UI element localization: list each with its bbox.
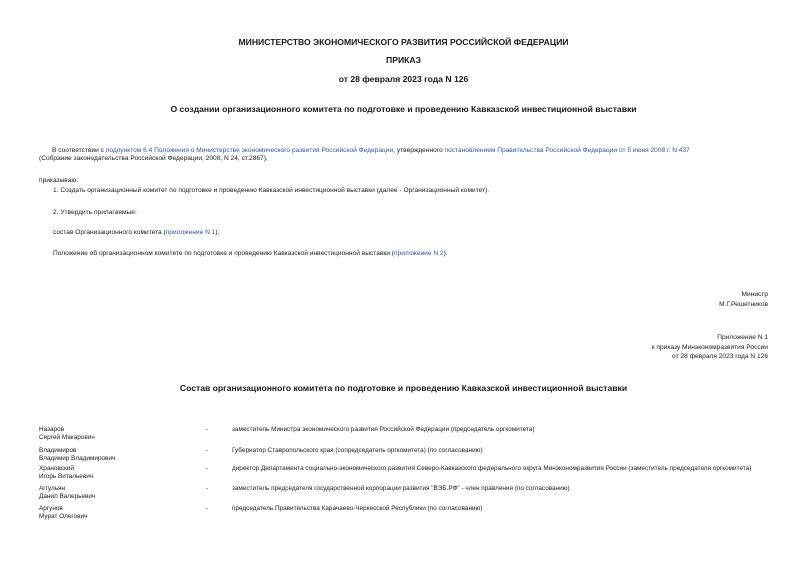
- member-name: [39, 505, 199, 521]
- member-dash: -: [206, 447, 209, 454]
- appendix-reference: к приказу Минэкономразвития России: [651, 344, 768, 351]
- member-name: [39, 426, 199, 442]
- member-role: заместитель председателя государственной корпорации развития "ВЭБ.РФ" - член правления (по согласованию): [232, 485, 570, 492]
- decree-link[interactable]: постановлением Правительства Российской Федерации от 5 июня 2008 г. N 437: [444, 147, 690, 154]
- member-given-name: Сергей Макарович: [39, 434, 95, 441]
- document-subject: О создании организационного комитета по подготовке и проведению Кавказской инвестиционной выставки: [170, 104, 637, 114]
- member-role: директор Департамента социально-экономического развития Северо-Кавказского федерального округа Минэкономразвития России (заместитель председателя оргкомитета): [232, 465, 752, 472]
- member-dash: -: [206, 505, 209, 512]
- appendix-label: Приложение N 1: [717, 334, 768, 341]
- member-given-name: Игорь Витальевич: [39, 473, 94, 480]
- member-surname: Владимиров: [39, 447, 77, 454]
- sub-item-2: [53, 250, 448, 258]
- preamble-text: (Собрание законодательства Российской Федерации, 2008, N 24, ст.2867),: [39, 155, 268, 163]
- regulation-link[interactable]: подпунктом 6.4 Положения о Министерстве экономического развития Российской Федерации: [105, 147, 394, 154]
- sub-item-text: );: [215, 229, 220, 236]
- sub-item-text: ).: [443, 250, 448, 257]
- member-role: председатель Правительства Карачаево-Черкесской Республики (по согласованию): [232, 505, 483, 512]
- order-item-2: 2. Утвердить прилагаемые:: [53, 209, 137, 216]
- signature-title: Министр: [741, 291, 768, 298]
- preamble: [39, 147, 769, 164]
- member-given-name: Мурат Олегович: [39, 513, 88, 520]
- member-surname: Назаров: [39, 426, 65, 433]
- appendix-1-link[interactable]: приложение N 1: [165, 229, 216, 236]
- preamble-text: В соответствии с: [52, 147, 106, 154]
- member-surname: Храновский: [39, 465, 74, 472]
- ministry-heading: МИНИСТЕРСТВО ЭКОНОМИЧЕСКОГО РАЗВИТИЯ РОССИЙСКОЙ ФЕДЕРАЦИИ: [238, 37, 569, 47]
- appendix-2-link[interactable]: приложение N 2: [394, 250, 444, 257]
- sub-item-text: состав Организационного комитета (: [53, 229, 166, 236]
- member-name: [39, 465, 199, 481]
- member-given-name: Владимир Владимирович: [39, 455, 116, 462]
- member-name: [39, 485, 199, 501]
- member-dash: -: [206, 426, 209, 433]
- order-word: приказываю:: [39, 177, 79, 184]
- signature-name: М.Г.Решетников: [719, 301, 768, 308]
- member-role: Губернатор Ставропольского края (сопредседатель оргкомитета) (по согласованию): [232, 447, 483, 454]
- appendix-date: от 28 февраля 2023 года N 126: [672, 353, 768, 360]
- preamble-text: , утвержденного: [393, 147, 445, 154]
- document-type: ПРИКАЗ: [386, 55, 421, 65]
- sub-item-text: Положение об организационном комитете по подготовке и проведению Кавказской инвестиционной выставки (: [53, 250, 394, 257]
- member-given-name: Данил Валерьевич: [39, 493, 96, 500]
- appendix-title: Состав организационного комитета по подготовке и проведению Кавказской инвестиционной выставки: [179, 383, 628, 393]
- document-date-number: от 28 февраля 2023 года N 126: [338, 74, 469, 84]
- member-surname: Аггульян: [39, 485, 66, 492]
- member-surname: Аргунов: [39, 505, 63, 512]
- member-dash: -: [206, 485, 209, 492]
- sub-item-1: [53, 229, 219, 237]
- member-role: заместитель Министра экономического развития Российской Федерации (председатель оргкомитета): [232, 426, 535, 433]
- order-item-1: 1. Создать организационный комитет по подготовке и проведению Кавказской инвестиционной выставки (далее - Организационный комитет).: [53, 187, 490, 194]
- member-name: [39, 447, 199, 463]
- member-dash: -: [206, 465, 209, 472]
